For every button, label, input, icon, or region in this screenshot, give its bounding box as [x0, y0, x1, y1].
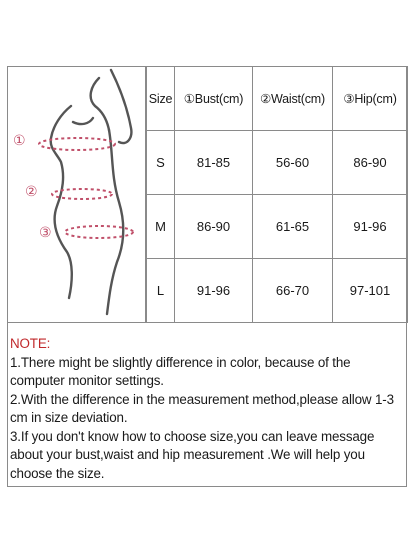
hip-cell: 86-90 — [333, 131, 408, 195]
note-section — [7, 322, 407, 487]
size-table — [146, 66, 408, 323]
hip-cell: 97-101 — [333, 259, 408, 323]
waist-cell: 66-70 — [253, 259, 333, 323]
column-header-waist: ②Waist(cm) — [253, 67, 333, 131]
size-cell: S — [147, 131, 175, 195]
bust-cell: 81-85 — [175, 131, 253, 195]
note-line-2: 2.With the difference in the measurement method,please allow 1-3 cm in size deviation. — [10, 391, 394, 425]
size-cell: L — [147, 259, 175, 323]
size-cell: M — [147, 195, 175, 259]
hip-marker: ③ — [39, 224, 52, 240]
column-header-bust: ①Bust(cm) — [175, 67, 253, 131]
hip-cell: 91-96 — [333, 195, 408, 259]
note-line-1: 1.There might be slightly difference in color, because of the computer monitor settings. — [10, 354, 351, 388]
body-figure-cell — [7, 66, 146, 322]
bust-marker: ① — [13, 132, 26, 148]
waist-cell: 56-60 — [253, 131, 333, 195]
table-row — [147, 195, 408, 259]
note-title: NOTE: — [10, 336, 51, 351]
column-header-size: Size — [147, 67, 175, 131]
note-line-3: 3.If you don't know how to choose size,you can leave message about your bust,waist and hip measurement .We will help you choose the size. — [10, 428, 375, 481]
column-header-hip: ③Hip(cm) — [333, 67, 408, 131]
waist-marker: ② — [25, 183, 38, 199]
waist-cell: 61-65 — [253, 195, 333, 259]
bust-cell: 91-96 — [175, 259, 253, 323]
table-header-row — [147, 67, 408, 131]
bust-cell: 86-90 — [175, 195, 253, 259]
table-row — [147, 259, 408, 323]
table-row — [147, 131, 408, 195]
